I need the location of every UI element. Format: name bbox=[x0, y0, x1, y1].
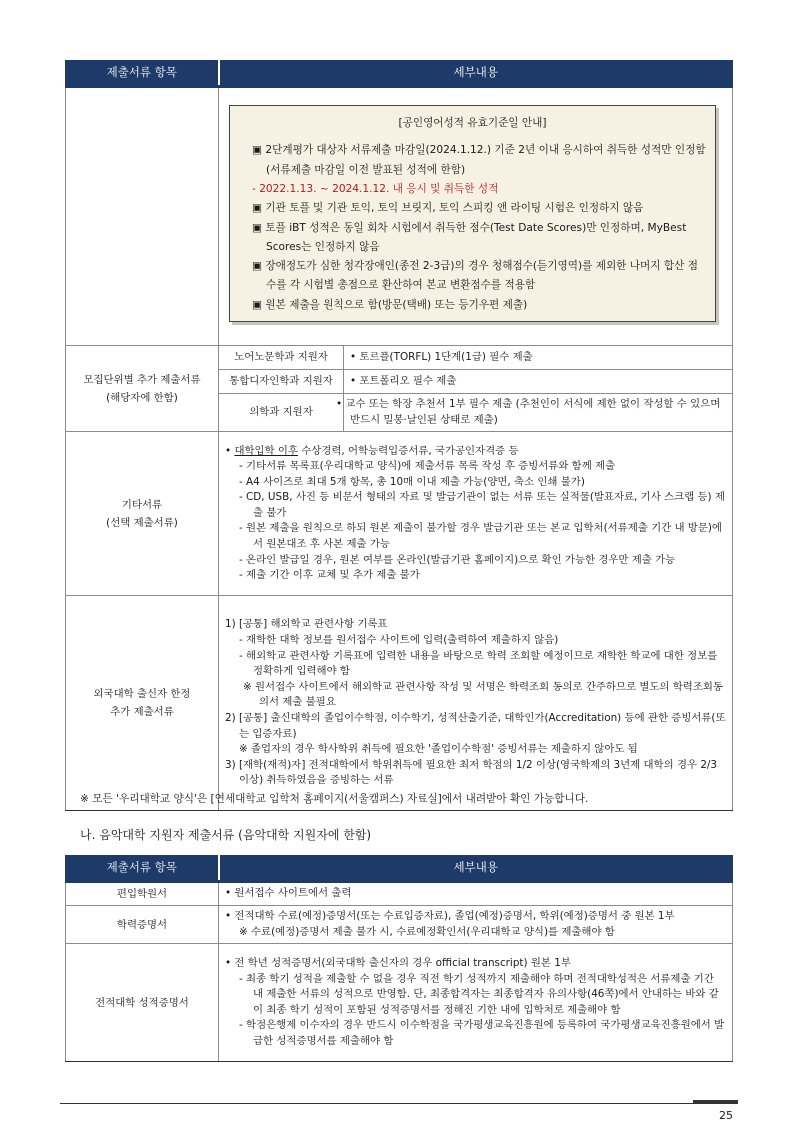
table-row bbox=[66, 882, 733, 906]
list-item: - 재학한 대학 정보를 원서접수 사이트에 입력(출력하여 제출하지 않음) bbox=[239, 634, 559, 647]
notice-title: [공인영어성적 유효기준일 안내] bbox=[398, 117, 547, 130]
dept-requirement: • 토르플(TORFL) 1단계(1급) 필수 제출 bbox=[344, 346, 733, 370]
header-item: 제출서류 항목 bbox=[66, 856, 219, 882]
foreign-univ-docs-content bbox=[219, 596, 733, 811]
dept-requirement: • 교수 또는 학장 추천서 1부 필수 제출 (추천인이 서식에 제한 없이 작성할 수 있으며 반드시 밀봉·날인된 상태로 제출) bbox=[344, 394, 733, 432]
music-college-docs-table bbox=[65, 855, 733, 1062]
notice-line: ▣ 장애정도가 심한 청각장애인(종전 2-3급)의 경우 청해점수(듣기영역)를 제외한 나머지 합산 점수를 각 시험별 총점으로 환산하여 본교 변환점수를 적용함 bbox=[252, 260, 698, 292]
english-score-notice-box bbox=[229, 105, 716, 322]
list-item: ※ 수료(예정)증명서 제출 불가 시, 수료예정확인서(우리대학교 양식)를 제출해야 함 bbox=[239, 925, 615, 938]
notice-line: ▣ 토플 iBT 성적은 동일 회차 시험에서 취득한 점수(Test Date Scores)만 인정하며, MyBest Scores는 인정하지 않음 bbox=[252, 221, 687, 253]
notice-line: ▣ 2단계평가 대상자 서류제출 마감일(2024.1.12.) 기준 2년 이내 응시하여 취득한 성적만 인정함 (서류제출 마감일 이전 발표된 성적에 한함) bbox=[252, 144, 706, 176]
section-title: 나. 음악대학 지원자 제출서류 (음악대학 지원자에 한함) bbox=[80, 828, 372, 842]
other-docs-lead: • 대학입학 이후 수상경력, 어학능력입증서류, 국가공인자격증 등 bbox=[225, 444, 519, 457]
dept-label: 노어노문학과 지원자 bbox=[219, 346, 344, 370]
list-item: - CD, USB, 사진 등 비문서 형태의 자료 및 발급기관이 없는 서류 또는 실적물(발표자료, 기사 스크랩 등) 제출 불가 bbox=[239, 491, 725, 519]
other-docs-content bbox=[219, 432, 733, 596]
notice-line-valid-period: - 2022.1.13. ~ 2024.1.12. 내 응시 및 취득한 성적 bbox=[252, 182, 499, 195]
table-row bbox=[66, 596, 733, 811]
header-detail: 세부내용 bbox=[219, 61, 733, 87]
row-label: 편입학원서 bbox=[66, 882, 219, 906]
notice-line: ▣ 기관 토플 및 기관 토익, 토익 브릿지, 토익 스피킹 앤 라이팅 시험은 인정하지 않음 bbox=[252, 202, 644, 215]
list-item: 3) [재학(재적)자] 전적대학에서 학위취득에 필요한 최저 학점의 1/2 이상(영국학제의 3년제 대학의 경우 2/3 이상) 취득하였음을 증빙하는 서류 bbox=[225, 758, 718, 787]
dept-label: 의학과 지원자 bbox=[219, 394, 344, 432]
row-label: 학력증명서 bbox=[66, 906, 219, 944]
list-item: - 온라인 발급일 경우, 원본 여부를 온라인(발급기관 홈페이지)으로 확인 가능한 경우만 제출 가능 bbox=[239, 553, 676, 566]
unit-additional-docs-label: 모집단위별 추가 제출서류 (해당자에 한함) bbox=[66, 346, 219, 432]
table-row bbox=[66, 944, 733, 1062]
table-row bbox=[66, 87, 733, 346]
dept-requirement: • 포트폴리오 필수 제출 bbox=[344, 370, 733, 394]
list-item: • 전 학년 성적증명서(외국대학 출신자의 경우 official transcript) 원본 1부 bbox=[225, 956, 571, 969]
header-detail: 세부내용 bbox=[219, 856, 733, 882]
list-item: - 제출 기간 이후 교체 및 추가 제출 불가 bbox=[239, 569, 420, 582]
table-header bbox=[66, 856, 733, 882]
list-item: - 학점은행제 이수자의 경우 반드시 이수학점을 국가평생교육진흥원에 등록하여 국가평생교육진흥원에서 발급한 성적증명서를 제출해야 함 bbox=[239, 1019, 725, 1047]
table-row bbox=[66, 906, 733, 944]
row-label: 전적대학 성적증명서 bbox=[66, 944, 219, 1062]
empty-label-cell bbox=[66, 87, 219, 346]
list-item: - 원본 제출을 원칙으로 하되 원본 제출이 불가할 경우 발급기관 또는 본교 입학처(서류제출 기간 내 방문)에서 원본대조 후 사본 제출 가능 bbox=[239, 522, 722, 551]
other-docs-label: 기타서류 (선택 제출서류) bbox=[66, 432, 219, 596]
foreign-univ-docs-label: 외국대학 출신자 한정 추가 제출서류 bbox=[66, 596, 219, 811]
list-item: 2) [공통] 출신대학의 졸업이수학점, 이수학기, 성적산출기준, 대학인가(Accreditation) 등에 관한 증빙서류(또는 입증자료) bbox=[225, 711, 726, 740]
form-download-note: ※ 모든 '우리대학교 양식'은 [연세대학교 입학처 홈페이지(서울캠퍼스) 자료실]에서 내려받아 확인 가능합니다. bbox=[80, 793, 589, 805]
list-item: • 전적대학 수료(예정)증명서(또는 수료입증자료), 졸업(예정)증명서, 학위(예정)증명서 중 원본 1부 bbox=[225, 910, 675, 922]
list-item: - A4 사이즈로 최대 5개 항목, 총 10매 이내 제출 가능(양면, 축소 인쇄 불가) bbox=[239, 475, 585, 488]
list-item: 1) [공통] 해외학교 관련사항 기록표 bbox=[225, 618, 388, 631]
table-row bbox=[66, 432, 733, 596]
page-number: 25 bbox=[719, 1109, 733, 1121]
list-item: - 해외학교 관련사항 기록표에 입력한 내용을 바탕으로 학력 조회할 예정이므로 재학한 학교에 대한 정보를 정확하게 입력해야 함 bbox=[239, 649, 718, 678]
table-row bbox=[66, 346, 733, 370]
table-header bbox=[66, 61, 733, 87]
list-item: - 기타서류 목록표(우리대학교 양식)에 제출서류 목록 작성 후 증빙서류와 함께 제출 bbox=[239, 460, 616, 473]
list-item: - 최종 학기 성적을 제출할 수 없을 경우 직전 학기 성적까지 제출해야 하며 전적대학성적은 서류제출 기간 내 제출한 서류의 성적으로 반영함. 단, 최종합격자는 최종합격자 유의사항(46쪽)에서 안내하는 바와 같이 최종 학기 성적이 포함된 성적증명서를 정해진 기한 내에 입학처로 제출해야 함 bbox=[239, 972, 719, 1016]
dept-label: 통합디자인학과 지원자 bbox=[219, 370, 344, 394]
list-item: ※ 졸업자의 경우 학사학위 취득에 필요한 '졸업이수학점' 증빙서류는 제출하지 않아도 됨 bbox=[239, 743, 638, 756]
header-item: 제출서류 항목 bbox=[66, 61, 219, 87]
underlined-text: 대학입학 이후 bbox=[234, 444, 298, 457]
list-item: ※ 원서접수 사이트에서 해외학교 관련사항 작성 및 서명은 학력조회 동의로 간주하므로 별도의 학력조회동의서 제출 불필요 bbox=[243, 680, 723, 709]
footer-rule bbox=[60, 1103, 738, 1104]
document-requirements-table bbox=[65, 60, 733, 811]
list-item: • 원서접수 사이트에서 출력 bbox=[225, 887, 352, 900]
notice-line: ▣ 원본 제출을 원칙으로 함(방문(택배) 또는 등기우편 제출) bbox=[252, 298, 528, 311]
footer-mark bbox=[693, 1100, 738, 1103]
